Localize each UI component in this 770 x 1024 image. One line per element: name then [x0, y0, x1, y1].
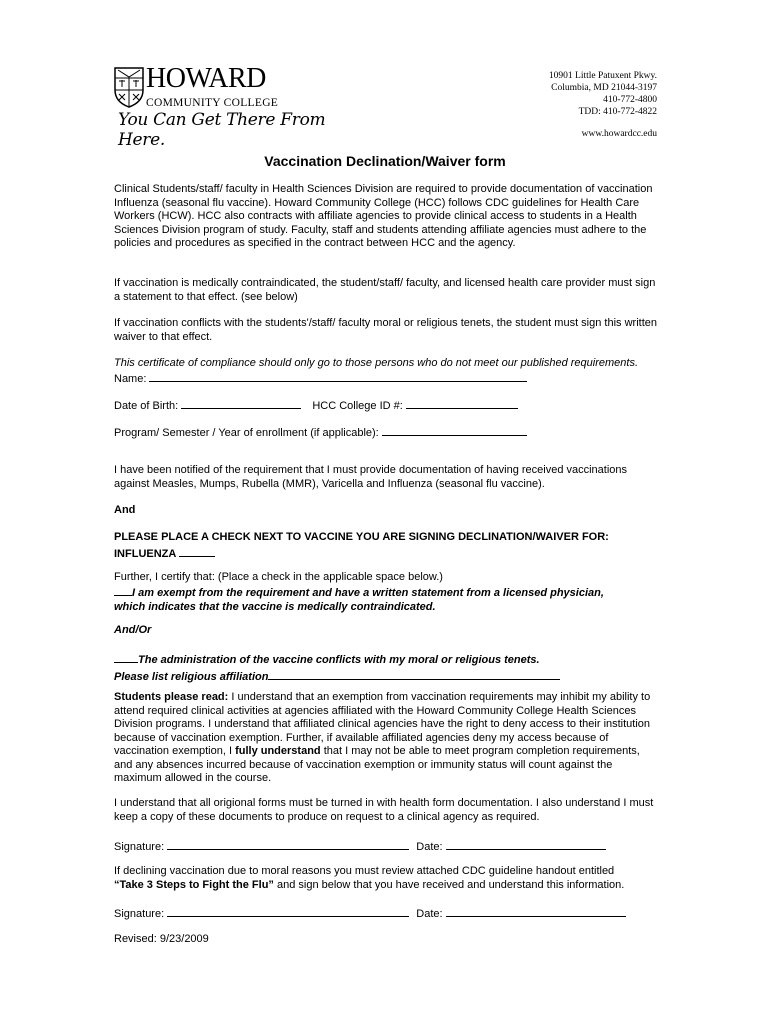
program-row [114, 424, 659, 441]
date-label-1: Date: [416, 841, 443, 853]
religious-label: Please list religious affiliation [114, 670, 269, 683]
date-field-2[interactable] [446, 905, 626, 917]
address-street: 10901 Little Patuxent Pkwy. [548, 71, 657, 81]
dob-label: Date of Birth: [114, 400, 179, 412]
signature-row-2 [114, 905, 659, 922]
students-read-label: Students please read: [114, 691, 229, 703]
students-read-paragraph [114, 691, 659, 786]
signature-row-1 [114, 838, 659, 855]
and-or-text: And/Or [114, 624, 152, 636]
forms-note: I understand that all origional forms must be turned in with health form documentation. I also understand I must keep a copy of these documents to produce on request to a clinical agency as required. [114, 797, 654, 823]
certify-intro: Further, I certify that: (Place a check in the applicable space below.) [114, 571, 443, 583]
program-label: Program/ Semester / Year of enrollment (if applicable): [114, 427, 379, 439]
address-city: Columbia, MD 21044-3197 [551, 83, 657, 93]
college-logo [110, 60, 370, 150]
cdc-note-text-1: If declining vaccination due to moral reasons you must review attached CDC guideline handout entitled [114, 865, 615, 877]
certificate-note: This certificate of compliance should only go to those persons who do not meet our published requirements. [114, 357, 639, 369]
influenza-row [114, 545, 659, 562]
students-read-text-1: I understand that an exemption from vaccination requirements may inhibit my ability to attend required clinical activities at agencies affiliated with the Howard Community College Health Sciences Division programs. I understand that affiliated clinical agencies have the right to deny access to their institution because of vaccination exemption. Further, if available affiliated agencies deny my access because of vaccination exemption, I [114, 691, 651, 757]
address-phone: 410-772-4800 [603, 95, 657, 105]
signature-label-1: Signature: [114, 841, 165, 853]
medical-note: If vaccination is medically contraindicated, the student/staff/ faculty, and licensed health care provider must sign a statement to that effect. (see below) [114, 277, 656, 303]
and-text: And [114, 504, 136, 516]
moral-note: If vaccination conflicts with the students'/staff/ faculty moral or religious tenets, the student must sign this written waiver to that effect. [114, 317, 657, 343]
influenza-label: INFLUENZA [114, 548, 176, 560]
cdc-note-text-2: and sign below that you have received and understand this information. [273, 878, 625, 891]
moral-check-field[interactable] [114, 651, 138, 663]
date-field-1[interactable] [446, 838, 606, 850]
address-tdd: TDD: 410-772-4822 [578, 107, 657, 117]
dob-row [114, 397, 659, 414]
name-row [114, 370, 659, 387]
logo-wordmark: HOWARD [146, 63, 266, 94]
check-instruction: PLEASE PLACE A CHECK NEXT TO VACCINE YOU ARE SIGNING DECLINATION/WAIVER FOR: [114, 531, 609, 543]
name-field[interactable] [149, 370, 527, 382]
signature-field-2[interactable] [167, 905, 409, 917]
college-id-field[interactable] [406, 397, 518, 409]
address-website: www.howardcc.edu [581, 129, 657, 139]
signature-field-1[interactable] [167, 838, 409, 850]
page-title: Vaccination Declination/Waiver form [264, 153, 506, 169]
logo-tagline: You Can Get There From Here. [118, 110, 326, 150]
program-field[interactable] [382, 424, 527, 436]
cdc-title: “Take 3 Steps to Fight the Flu” [114, 878, 274, 891]
exempt-row [114, 584, 659, 614]
fully-understand-text: fully understand [235, 745, 321, 757]
exempt-line-1: I am exempt from the requirement and have a written statement from a licensed physician, [132, 587, 604, 599]
revised-date: Revised: 9/23/2009 [114, 933, 209, 945]
religious-affiliation-field[interactable] [268, 668, 560, 680]
exempt-line-2: which indicates that the vaccine is medically contraindicated. [114, 600, 436, 613]
exempt-check-field[interactable] [114, 584, 132, 596]
college-id-label: HCC College ID #: [312, 400, 403, 412]
shield-icon [113, 66, 145, 108]
notified-paragraph: I have been notified of the requirement that I must provide documentation of having received vaccinations against Measles, Mumps, Rubella (MMR), Varicella and Influenza (seasonal flu vaccine). [114, 464, 628, 490]
moral-line: The administration of the vaccine conflicts with my moral or religious tenets. [138, 654, 540, 666]
address-block [549, 70, 657, 140]
date-label-2: Date: [416, 908, 443, 920]
influenza-check-field[interactable] [179, 545, 215, 557]
signature-label-2: Signature: [114, 908, 165, 920]
logo-subtitle: COMMUNITY COLLEGE [146, 97, 279, 109]
name-label: Name: [114, 373, 147, 385]
intro-paragraph: Clinical Students/staff/ faculty in Health Sciences Division are required to provide documentation of vaccination Influenza (seasonal flu vaccine). Howard Community College (HCC) follows CDC guidelines for Health Care Workers (HCW). HCC also contracts with affiliate agencies to provide clinical access to students in a Health Sciences Division program of study. Faculty, staff and students attending affiliate agencies must adhere to the policies and procedures as specified in the contract between HCC and the agency. [114, 183, 653, 249]
dob-field[interactable] [181, 397, 301, 409]
moral-row [114, 651, 659, 684]
cdc-note [114, 865, 659, 892]
students-read-text-2: that I may not be able to meet program completion requirements, and any absences incurred because of vaccination exemption or immunity status will count against the maximum allowed in the course. [114, 745, 640, 784]
